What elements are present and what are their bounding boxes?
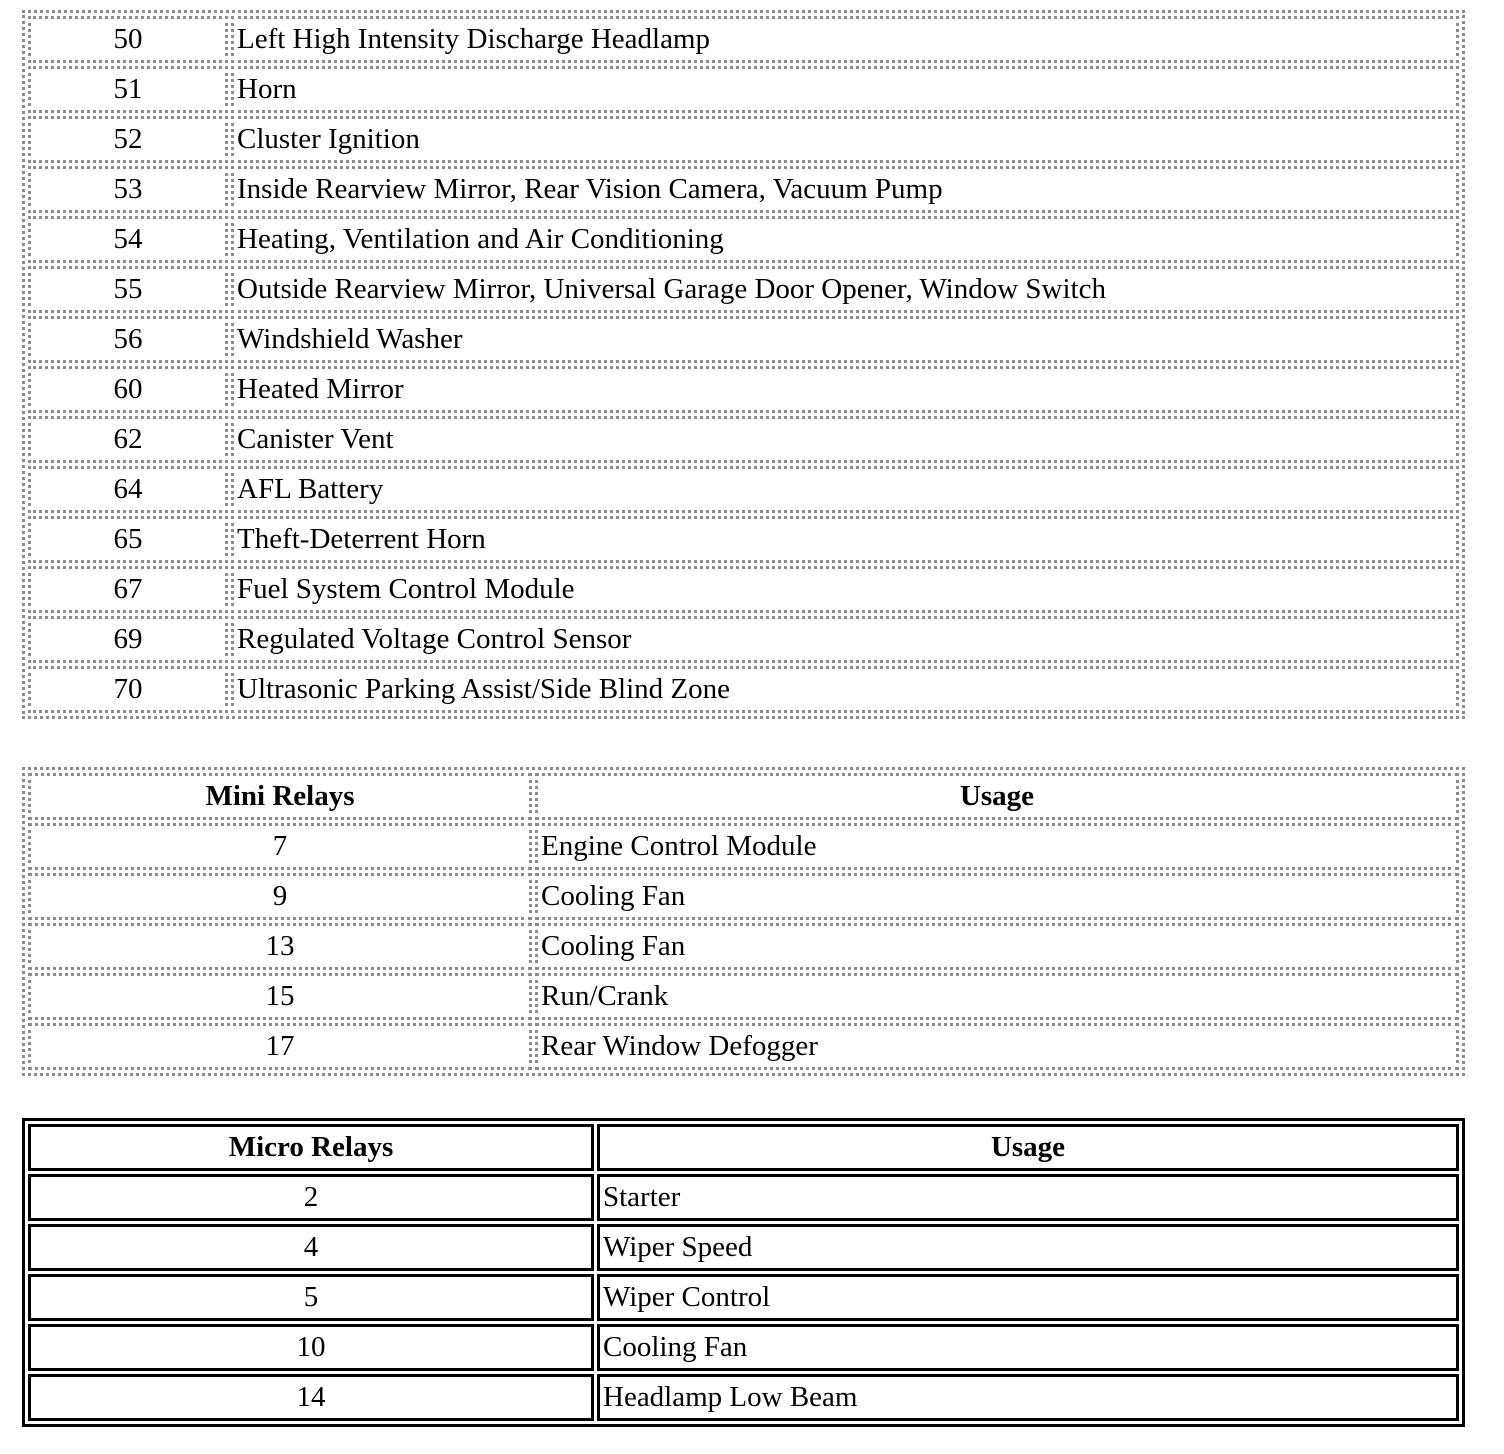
- table-row: [28, 1224, 1459, 1271]
- relay-number: 5: [28, 1274, 594, 1321]
- fuse-usage: Inside Rearview Mirror, Rear Vision Camera, Vacuum Pump: [231, 166, 1459, 213]
- micro-relays-header: Micro Relays: [28, 1124, 594, 1171]
- table-row: [28, 973, 1459, 1020]
- fuse-number: 65: [28, 516, 228, 563]
- relay-usage: Starter: [597, 1174, 1459, 1221]
- relay-number: 13: [28, 923, 532, 970]
- table-row: [28, 1324, 1459, 1371]
- table-row: [28, 616, 1459, 663]
- relay-usage: Wiper Speed: [597, 1224, 1459, 1271]
- table-row: [28, 1274, 1459, 1321]
- table-header-row: [28, 1124, 1459, 1171]
- table-row: [28, 316, 1459, 363]
- table-row: [28, 66, 1459, 113]
- fuse-usage: Canister Vent: [231, 416, 1459, 463]
- relay-number: 2: [28, 1174, 594, 1221]
- fuse-usage: Heated Mirror: [231, 366, 1459, 413]
- table-row: [28, 666, 1459, 713]
- table-row: [28, 366, 1459, 413]
- fuse-number: 64: [28, 466, 228, 513]
- relay-number: 10: [28, 1324, 594, 1371]
- relay-usage: Wiper Control: [597, 1274, 1459, 1321]
- fuse-usage: Regulated Voltage Control Sensor: [231, 616, 1459, 663]
- fuse-number: 52: [28, 116, 228, 163]
- relay-usage: Cooling Fan: [535, 873, 1459, 920]
- relay-number: 14: [28, 1374, 594, 1421]
- table-row: [28, 266, 1459, 313]
- table-row: [28, 116, 1459, 163]
- fuse-usage: Theft-Deterrent Horn: [231, 516, 1459, 563]
- fuse-usage: Cluster Ignition: [231, 116, 1459, 163]
- table-row: [28, 873, 1459, 920]
- fuse-number: 54: [28, 216, 228, 263]
- relay-usage: Rear Window Defogger: [535, 1023, 1459, 1070]
- table-row: [28, 1023, 1459, 1070]
- fuse-usage: Outside Rearview Mirror, Universal Garage Door Opener, Window Switch: [231, 266, 1459, 313]
- fuse-number: 62: [28, 416, 228, 463]
- table-row: [28, 216, 1459, 263]
- table-row: [28, 516, 1459, 563]
- relay-number: 7: [28, 823, 532, 870]
- fuse-usage: Heating, Ventilation and Air Conditioning: [231, 216, 1459, 263]
- fuse-table-body: [28, 16, 1459, 713]
- table-row: [28, 923, 1459, 970]
- mini-relays-table: [22, 767, 1465, 1076]
- fuse-number: 69: [28, 616, 228, 663]
- table-header-row: [28, 773, 1459, 820]
- relay-usage: Run/Crank: [535, 973, 1459, 1020]
- fuse-number: 56: [28, 316, 228, 363]
- fuse-usage-table: [22, 10, 1465, 719]
- fuse-number: 70: [28, 666, 228, 713]
- fuse-number: 51: [28, 66, 228, 113]
- relay-usage: Engine Control Module: [535, 823, 1459, 870]
- fuse-number: 50: [28, 16, 228, 63]
- mini-relays-header: Mini Relays: [28, 773, 532, 820]
- fuse-usage: Left High Intensity Discharge Headlamp: [231, 16, 1459, 63]
- relay-number: 4: [28, 1224, 594, 1271]
- table-row: [28, 566, 1459, 613]
- table-row: [28, 1174, 1459, 1221]
- table-row: [28, 1374, 1459, 1421]
- usage-header: Usage: [535, 773, 1459, 820]
- fuse-usage: AFL Battery: [231, 466, 1459, 513]
- fuse-number: 60: [28, 366, 228, 413]
- relay-usage: Headlamp Low Beam: [597, 1374, 1459, 1421]
- table-row: [28, 466, 1459, 513]
- fuse-number: 55: [28, 266, 228, 313]
- relay-number: 15: [28, 973, 532, 1020]
- table-row: [28, 416, 1459, 463]
- fuse-usage: Ultrasonic Parking Assist/Side Blind Zone: [231, 666, 1459, 713]
- micro-relays-table: [22, 1118, 1465, 1427]
- table-row: [28, 16, 1459, 63]
- usage-header: Usage: [597, 1124, 1459, 1171]
- fuse-number: 67: [28, 566, 228, 613]
- table-row: [28, 823, 1459, 870]
- fuse-usage: Windshield Washer: [231, 316, 1459, 363]
- relay-usage: Cooling Fan: [535, 923, 1459, 970]
- relay-number: 17: [28, 1023, 532, 1070]
- fuse-usage: Fuel System Control Module: [231, 566, 1459, 613]
- relay-usage: Cooling Fan: [597, 1324, 1459, 1371]
- fuse-usage: Horn: [231, 66, 1459, 113]
- relay-number: 9: [28, 873, 532, 920]
- fuse-number: 53: [28, 166, 228, 213]
- table-row: [28, 166, 1459, 213]
